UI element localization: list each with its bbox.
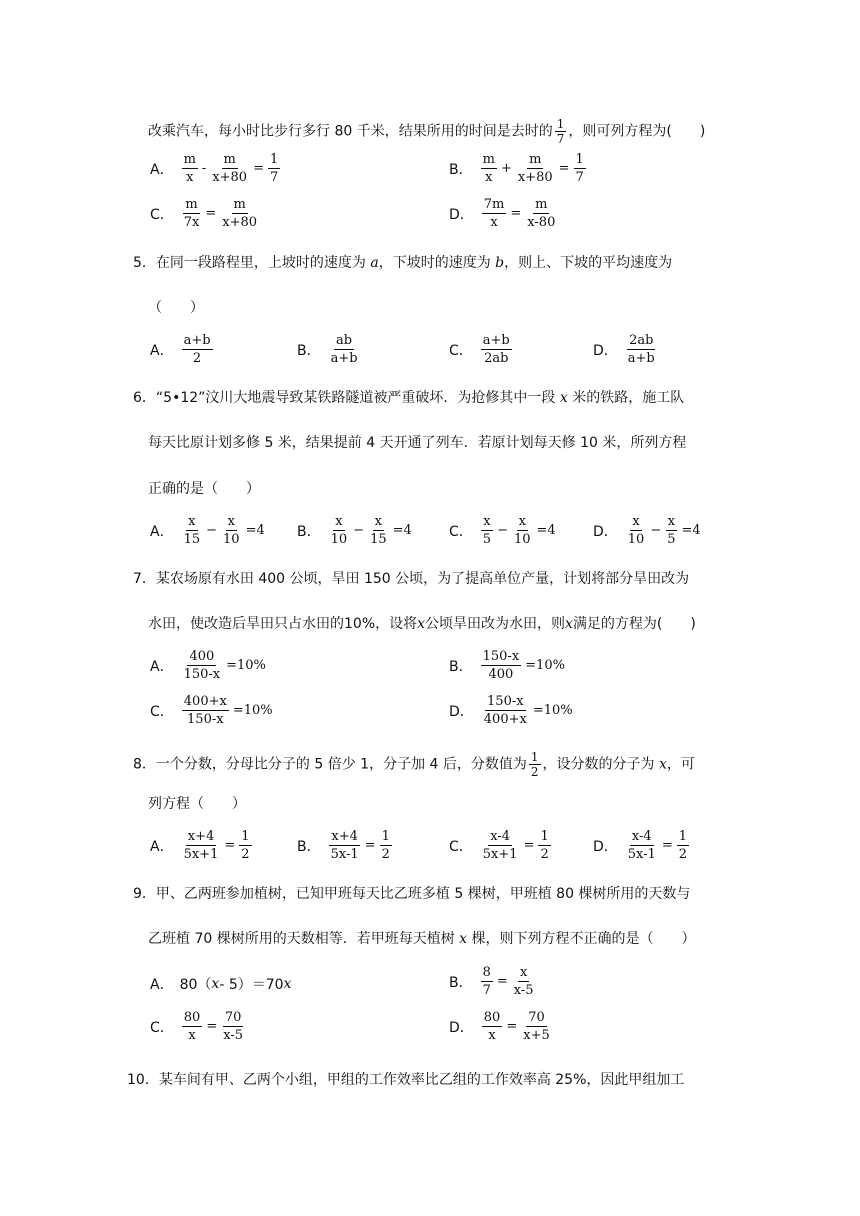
q6-stem-line1: 6．“5•12”汶川大地震导致某铁路隧道被严重破坏．为抢修其中一段 x 米的铁路，施工队 — [133, 390, 685, 406]
q9-stem-line1: 9．甲、乙两班参加植树，已知甲班每天比乙班多植 5 棵树，甲班植 80 棵树所用的天数与 — [133, 886, 691, 902]
q7-option-b[interactable]: B． $\frac{150-x}{400}$ =10% — [449, 649, 565, 682]
q6-option-a[interactable]: A． $\frac{x}{15}$ − $\frac{x}{10}$ =4 — [150, 514, 265, 547]
q4-stem: 改乘汽车，每小时比步行多行 80 千米，结果所用的时间是去时的 $\frac{1}{7}$ ，则可列方程为( ) — [148, 117, 706, 146]
q9-option-d[interactable]: D． $\frac{80}{x}$ = $\frac{70}{x+5}$ — [449, 1010, 550, 1043]
q5-option-d[interactable]: D． $\frac{2ab}{a+b}$ — [593, 333, 655, 366]
q7-option-d[interactable]: D． $\frac{150-x}{400+x}$ =10% — [449, 694, 573, 727]
q4-option-b[interactable]: B． $\frac{m}{x}$ + $\frac{m}{x+80}$ = $\frac{1}{7}$ — [449, 152, 584, 185]
q8-option-d[interactable]: D． $\frac{x-4}{5x-1}$ = $\frac{1}{2}$ — [593, 829, 688, 862]
q5-option-b[interactable]: B． $\frac{ab}{a+b}$ — [297, 333, 358, 366]
q4-option-a[interactable]: A． $\frac{m}{x}$ - $\frac{m}{x+80}$ = $\frac{1}{7}$ — [150, 152, 279, 185]
q8-stem-fraction: $\frac{1}{2}$ — [530, 750, 539, 779]
q4-option-c[interactable]: C． $\frac{m}{7x}$ = $\frac{m}{x+80}$ — [150, 197, 258, 230]
q4-option-d[interactable]: D． $\frac{7m}{x}$ = $\frac{m}{x-80}$ — [449, 197, 556, 230]
q5-stem-line1: 5．在同一段路程里，上坡时的速度为 a，下坡时的速度为 b，则上、下坡的平均速度为 — [133, 255, 673, 271]
q9-option-b[interactable]: B． $\frac{8}{7}$ = $\frac{x}{x-5}$ — [449, 965, 534, 998]
q8-stem-line1: 8．一个分数，分母比分子的 5 倍少 1，分子加 4 后，分数值为 $\frac{1}{2}$ ，设分数的分子为 x，可 — [133, 750, 695, 779]
q8-option-c[interactable]: C． $\frac{x-4}{5x+1}$ = $\frac{1}{2}$ — [449, 829, 549, 862]
q7-stem-line1: 7．某农场原有水田 400 公顷，旱田 150 公顷，为了提高单位产量，计划将部分旱田改为 — [133, 571, 690, 587]
q9-option-c[interactable]: C． $\frac{80}{x}$ = $\frac{70}{x-5}$ — [150, 1010, 244, 1043]
q6-option-c[interactable]: C． $\frac{x}{5}$ − $\frac{x}{10}$ =4 — [449, 514, 556, 547]
q8-stem-line2: 列方程（ ） — [148, 796, 246, 812]
q8-option-b[interactable]: B． $\frac{x+4}{5x-1}$ = $\frac{1}{2}$ — [297, 829, 390, 862]
q5-stem-line2: （ ） — [148, 300, 204, 316]
q5-option-c[interactable]: C． $\frac{a+b}{2ab}$ — [449, 333, 510, 366]
q6-stem-line3: 正确的是（ ） — [148, 481, 260, 497]
q7-option-c[interactable]: C． $\frac{400+x}{150-x}$ =10% — [150, 694, 273, 727]
q10-stem-line1: 10．某车间有甲、乙两个小组，甲组的工作效率比乙组的工作效率高 25%，因此甲组加工 — [127, 1072, 685, 1088]
q5-option-a[interactable]: A． $\frac{a+b}{2}$ — [150, 333, 211, 366]
q7-stem-line2: 水田，使改造后旱田只占水田的10%，设将x公顷旱田改为水田，则x满足的方程为( ) — [148, 616, 696, 632]
q6-option-b[interactable]: B． $\frac{x}{10}$ − $\frac{x}{15}$ =4 — [297, 514, 412, 547]
q9-option-a[interactable]: A． 80（ x - 5）＝70 x — [150, 976, 292, 993]
q8-option-a[interactable]: A． $\frac{x+4}{5x+1}$ = $\frac{1}{2}$ — [150, 829, 250, 862]
q6-option-d[interactable]: D． $\frac{x}{10}$ − $\frac{x}{5}$ =4 — [593, 514, 701, 547]
q6-stem-line2: 每天比原计划多修 5 米，结果提前 4 天开通了列车．若原计划每天修 10 米，所列方程 — [148, 435, 687, 451]
q9-stem-line2: 乙班植 70 棵树所用的天数相等．若甲班每天植树 x 棵，则下列方程不正确的是（ ） — [148, 931, 696, 947]
q7-option-a[interactable]: A． $\frac{400}{150-x}$ =10% — [150, 649, 266, 682]
q4-stem-fraction: $\frac{1}{7}$ — [556, 117, 565, 146]
